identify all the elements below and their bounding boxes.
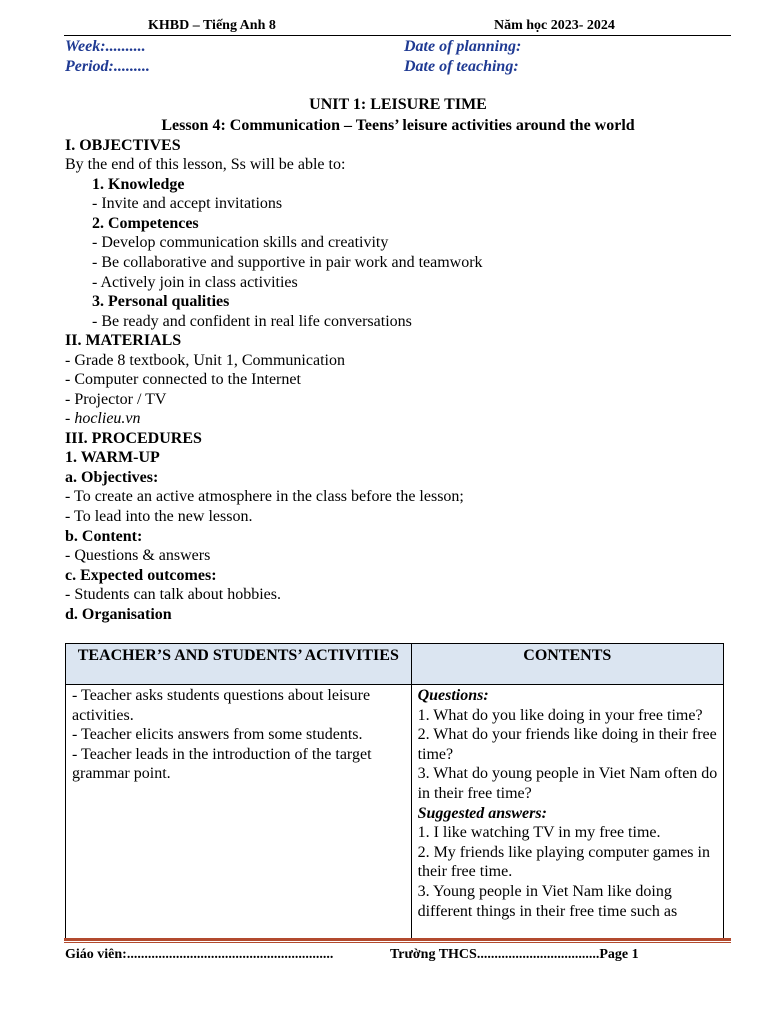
footer-teacher: Giáo viên:........................................................... [65,947,334,962]
footer-school-page: Trường THCS...................................Page 1 [390,947,639,962]
warmup-content-item: - Questions & answers [65,547,211,564]
question-item: 2. What do your friends like doing in their free time? [417,726,717,763]
header-divider [64,35,731,36]
competence-item: - Actively join in class activities [92,274,298,291]
date-of-planning-field: Date of planning: [404,38,522,55]
contents-column-header: CONTENTS [411,644,723,685]
unit-title: UNIT 1: LEISURE TIME [309,96,487,113]
suggested-answers-label: Suggested answers: [417,804,547,822]
quality-item: - Be ready and confident in real life conversations [92,313,412,330]
hoclieu-link[interactable]: hoclieu.vn [74,410,141,427]
date-of-teaching-field: Date of teaching: [404,58,519,75]
header-school-year: Năm học 2023- 2024 [494,18,615,33]
material-item-hoclieu [65,409,141,428]
question-item: 3. What do young people in Viet Nam often do in their free time? [417,765,718,802]
warmup-outcomes-label: c. Expected outcomes: [65,567,217,584]
competence-item: - Be collaborative and supportive in pair work and teamwork [92,254,483,271]
footer-divider [64,938,731,941]
week-field: Week:.......... [65,38,146,55]
warmup-organisation-label: d. Organisation [65,606,172,623]
objectives-intro: By the end of this lesson, Ss will be able to: [65,156,346,173]
knowledge-heading: 1. Knowledge [92,176,185,193]
material-item: - Computer connected to the Internet [65,371,301,388]
qualities-heading: 3. Personal qualities [92,293,230,310]
procedures-heading: III. PROCEDURES [65,430,202,447]
warmup-objectives-label: a. Objectives: [65,469,159,486]
warmup-content-label: b. Content: [65,528,143,545]
header-subject: KHBD – Tiếng Anh 8 [148,18,276,33]
warmup-objective-item: - To lead into the new lesson. [65,508,253,525]
activities-cell [66,685,412,939]
organisation-table [65,643,724,939]
competences-heading: 2. Competences [92,215,199,232]
activity-item: - Teacher leads in the introduction of the target grammar point. [72,745,372,783]
table-row [66,685,724,939]
contents-cell [411,685,723,939]
warmup-outcome-item: - Students can talk about hobbies. [65,586,281,603]
period-field: Period:......... [65,58,150,75]
activity-item: - Teacher asks students questions about leisure activities. [72,687,371,724]
objectives-heading: I. OBJECTIVES [65,137,181,154]
answer-item: 2. My friends like playing computer games in their free time. [417,843,710,881]
footer-divider-thin [64,942,731,943]
competence-item: - Develop communication skills and creativity [92,234,389,251]
material-item: - Projector / TV [65,391,167,408]
activity-item: - Teacher elicits answers from some students. [72,726,363,744]
material-item: - Grade 8 textbook, Unit 1, Communication [65,352,345,369]
questions-label: Questions: [417,687,489,704]
lesson-title: Lesson 4: Communication – Teens’ leisure activities around the world [161,117,635,134]
answer-item: 3. Young people in Viet Nam like doing different things in their free time such as [417,882,678,920]
answer-item: 1. I like watching TV in my free time. [417,824,661,842]
warmup-objective-item: - To create an active atmosphere in the class before the lesson; [65,488,464,505]
question-item: 1. What do you like doing in your free time? [417,706,703,724]
materials-heading: II. MATERIALS [65,332,182,349]
material-prefix: - [65,410,75,427]
warmup-heading: 1. WARM-UP [65,449,160,466]
table-header-row [66,644,724,685]
knowledge-item: - Invite and accept invitations [92,195,283,212]
activities-column-header: TEACHER’S AND STUDENTS’ ACTIVITIES [66,644,412,685]
